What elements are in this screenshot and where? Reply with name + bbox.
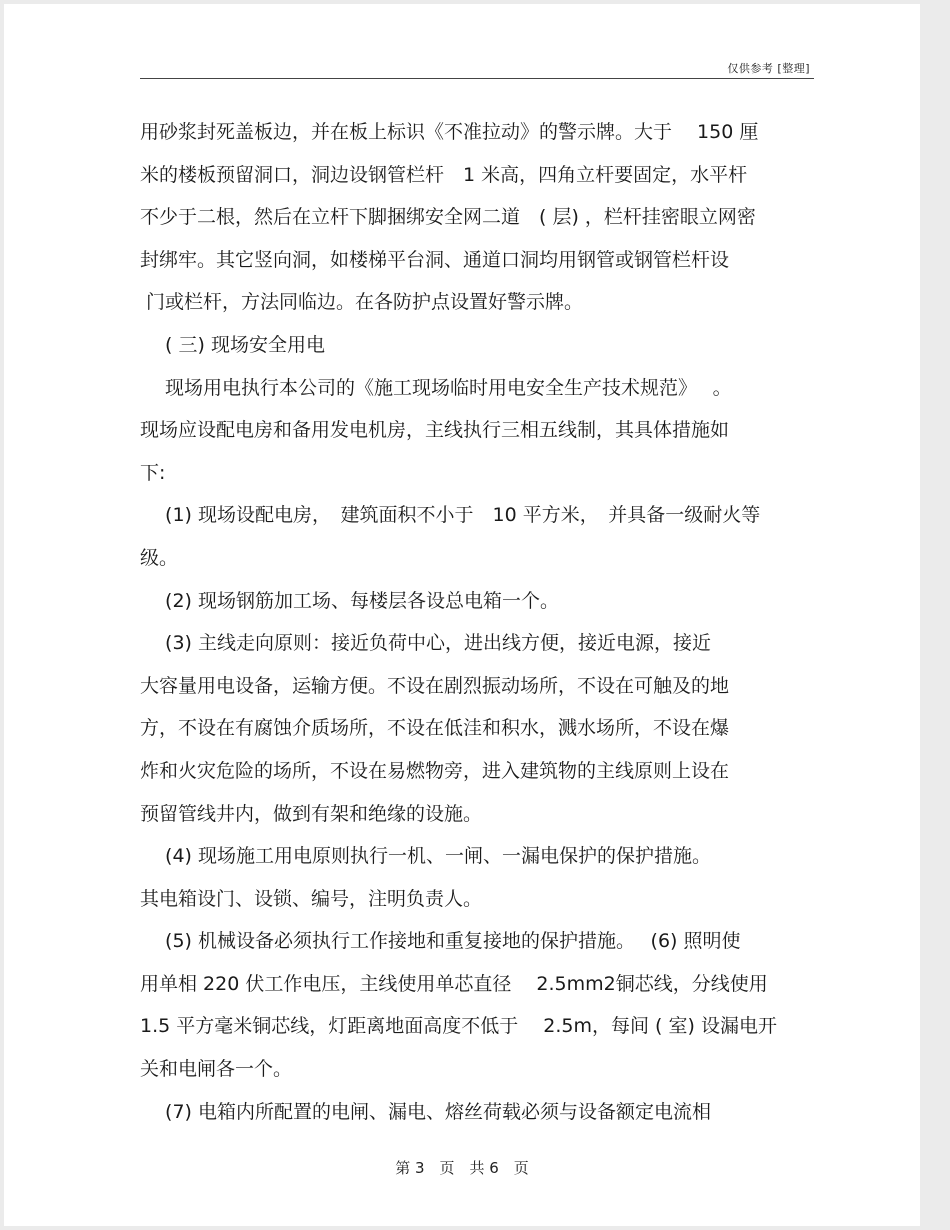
text-line: (4) 现场施工用电原则执行一机、一闸、一漏电保护的保护措施。 [140, 845, 711, 868]
text-line: (1) 现场设配电房， 建筑面积不小于 10 平方米， 并具备一级耐火等 [140, 504, 761, 527]
text-line: 现场用电执行本公司的《施工现场临时用电安全生产技术规范》 。 [140, 376, 732, 399]
text-line: 大容量用电设备，运输方便。不设在剧烈振动场所，不设在可触及的地 [140, 674, 730, 697]
body-text [140, 111, 820, 1133]
text-line: 关和电闸各一个。 [140, 1058, 293, 1081]
text-line: 级。 [140, 546, 179, 569]
header-divider [140, 78, 814, 79]
page-footer: 第 3 页 共 6 页 [395, 1159, 529, 1177]
text-line: (3) 主线走向原则：接近负荷中心，进出线方便，接近电源，接近 [140, 632, 711, 655]
text-line: 用单相 220 伏工作电压，主线使用单芯直径 2.5mm2铜芯线，分线使用 [140, 972, 768, 995]
page-header: 仅供参考 [整理] [727, 62, 810, 75]
text-line: 米的楼板预留洞口，洞边设钢管栏杆 1 米高，四角立杆要固定，水平杆 [140, 163, 748, 186]
text-line: 1.5 平方毫米铜芯线，灯距离地面高度不低于 2.5m，每间 ( 室) 设漏电开 [140, 1015, 777, 1038]
text-line: 其电箱设门、设锁、编号，注明负责人。 [140, 887, 483, 910]
text-line: (7) 电箱内所配置的电闸、漏电、熔丝荷载必须与设备额定电流相 [140, 1100, 711, 1123]
text-line: 下: [140, 461, 166, 484]
text-line: 用砂浆封死盖板边，并在板上标识《不准拉动》的警示牌。大于 150 厘 [140, 121, 759, 143]
text-line: 不少于二根，然后在立杆下脚捆绑安全网二道 ( 层) ，栏杆挂密眼立网密 [140, 206, 756, 229]
text-line: 预留管线井内，做到有架和绝缘的设施。 [140, 802, 483, 825]
text-line: 门或栏杆，方法同临边。在各防护点设置好警示牌。 [140, 291, 584, 314]
document-page [4, 4, 920, 1226]
text-line: (5) 机械设备必须执行工作接地和重复接地的保护措施。 (6) 照明使 [140, 930, 741, 953]
text-line: 方，不设在有腐蚀介质场所，不设在低洼和积水，溅水场所，不设在爆 [140, 717, 730, 740]
text-line: 封绑牢。其它竖向洞，如楼梯平台洞、通道口洞均用钢管或钢管栏杆设 [140, 248, 730, 271]
text-line: 炸和火灾危险的场所，不设在易燃物旁，进入建筑物的主线原则上设在 [140, 759, 730, 782]
text-line: ( 三) 现场安全用电 [140, 333, 325, 356]
text-line: (2) 现场钢筋加工场、每楼层各设总电箱一个。 [140, 589, 559, 612]
text-line: 现场应设配电房和备用发电机房，主线执行三相五线制，其具体措施如 [140, 419, 730, 442]
